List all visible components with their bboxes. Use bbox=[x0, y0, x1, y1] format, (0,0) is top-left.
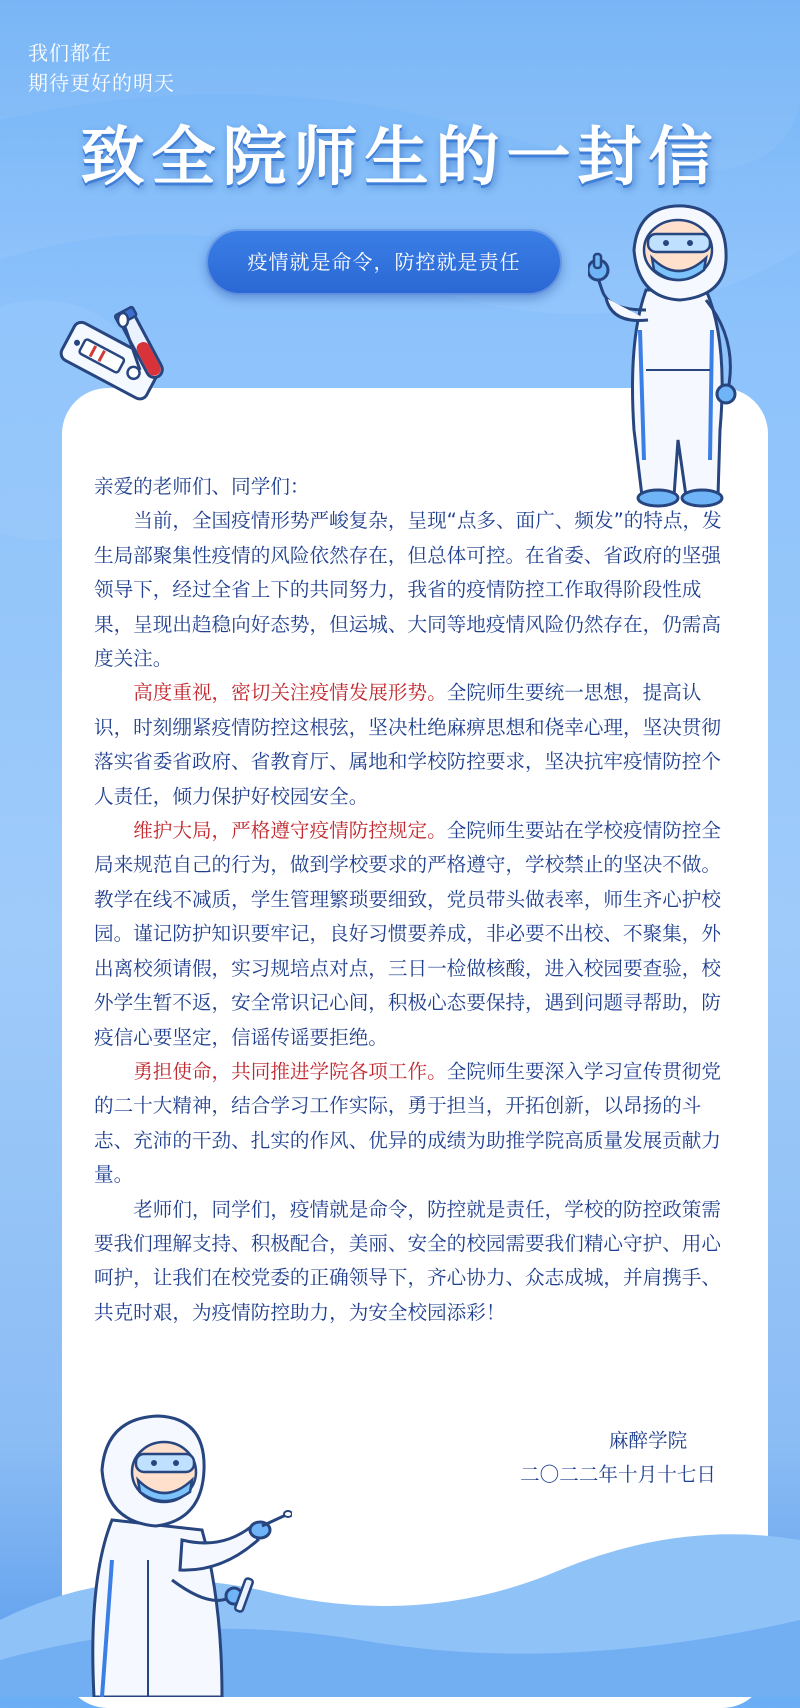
signature bbox=[520, 1424, 716, 1493]
paragraph-4-heading: 勇担使命，共同推进学院各项工作。 bbox=[133, 1059, 447, 1083]
medical-worker-thumbs-up-icon bbox=[588, 200, 764, 510]
letter-paragraph-2 bbox=[94, 676, 724, 814]
letter-body bbox=[94, 470, 724, 1330]
paragraph-3-heading: 维护大局，严格遵守疫情防控规定。 bbox=[133, 819, 447, 843]
slogan-banner: 疫情就是命令，防控就是责任 bbox=[206, 229, 562, 295]
page-title: 致全院师生的一封信 bbox=[80, 120, 720, 195]
letter-paragraph-3 bbox=[94, 814, 724, 1055]
letter-greeting: 亲爱的老师们、同学们： bbox=[94, 475, 310, 498]
paragraph-4-text: 全院师生要深入学习宣传贯彻党的二十大精神，结合学习工作实际，勇于担当，开拓创新，以昂扬的斗志、充沛的干劲、扎实的作风、优异的成绩为助推学院高质量发展贡献力量。 bbox=[94, 1059, 721, 1187]
paragraph-2-heading: 高度重视，密切关注疫情发展形势。 bbox=[133, 681, 447, 705]
slogan bbox=[28, 38, 175, 98]
signature-org: 麻醉学院 bbox=[608, 1429, 688, 1452]
slogan-line-1: 我们都在 bbox=[28, 41, 112, 65]
letter-paragraph-4 bbox=[94, 1055, 724, 1193]
letter-paragraph-5: 老师们，同学们，疫情就是命令，防控就是责任，学校的防控政策需要我们理解支持、积极配合，美丽、安全的校园需要我们精心守护、用心呵护，让我们在校党委的正确领导下，齐心协力、众志成城，并肩携手、共克时艰，为疫情防控助力，为安全校园添彩！ bbox=[94, 1197, 721, 1324]
test-kit-and-tube-icon bbox=[44, 300, 174, 440]
signature-date: 二〇二二年十月十七日 bbox=[520, 1463, 716, 1487]
paragraph-3-text: 全院师生要站在学校疫情防控全局来规范自己的行为，做到学校要求的严格遵守，学校禁止的坚决不做。教学在线不减质，学生管理繁琐要细致，党员带头做表率，师生齐心护校园。谨记防护知识要牢记，良好习惯要养成，非必要不出校、不聚集，外出离校须请假，实习规培点对点，三日一检做核酸，进入校园要查验，校外学生暂不返，安全常识记心间，积极心态要保持，遇到问题寻帮助，防疫信心要坚定，信谣传谣要拒绝。 bbox=[94, 819, 721, 1049]
medical-worker-swab-icon bbox=[72, 1410, 292, 1697]
paragraph-2-text: 全院师生要统一思想，提高认识，时刻绷紧疫情防控这根弦，坚决杜绝麻痹思想和侥幸心理，坚决贯彻落实省委省政府、省教育厅、属地和学校防控要求，坚决抗牢疫情防控个人责任，倾力保护好校园安全。 bbox=[94, 681, 721, 808]
slogan-line-2: 期待更好的明天 bbox=[28, 71, 175, 95]
letter-paragraph-1: 当前，全国疫情形势严峻复杂，呈现“点多、面广、频发”的特点，发生局部聚集性疫情的风险依然存在，但总体可控。在省委、省政府的坚强领导下，经过全省上下的共同努力，我省的疫情防控工作取得阶段性成果，呈现出趋稳向好态势，但运城、大同等地疫情风险仍然存在，仍需高度关注。 bbox=[94, 509, 722, 671]
